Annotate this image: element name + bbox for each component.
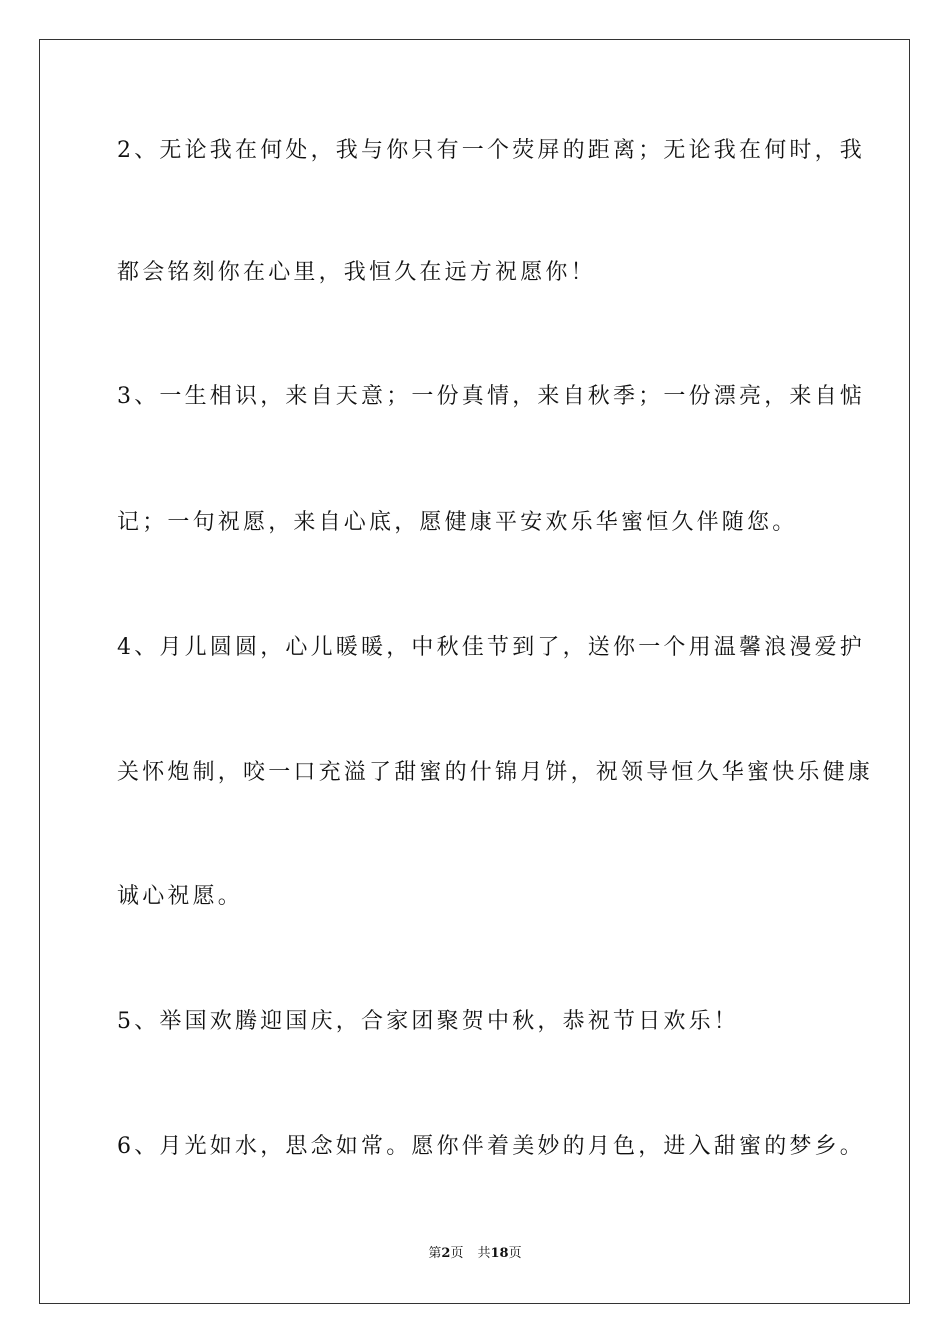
- footer-total-prefix: 共: [477, 1246, 491, 1261]
- text-line-5: 4、月儿圆圆，心儿暖暖，中秋佳节到了，送你一个用温馨浪漫爱护: [117, 635, 865, 660]
- footer-page-suffix: 页: [450, 1246, 464, 1261]
- footer-total-pages: 18: [490, 1246, 509, 1261]
- text-line-7: 诚心祝愿。: [117, 884, 244, 909]
- text-line-3: 3、一生相识，来自天意；一份真情，来自秋季；一份漂亮，来自惦: [117, 384, 865, 409]
- footer-page-prefix: 第: [428, 1246, 442, 1261]
- footer-total-suffix: 页: [508, 1246, 522, 1261]
- page-footer: [0, 1245, 950, 1263]
- text-line-4: 记；一句祝愿，来自心底，愿健康平安欢乐华蜜恒久伴随您。: [117, 510, 798, 535]
- text-line-2: 都会铭刻你在心里，我恒久在远方祝愿你！: [117, 260, 596, 285]
- footer-page-number: 2: [441, 1246, 451, 1261]
- text-line-6: 关怀炮制，咬一口充溢了甜蜜的什锦月饼，祝领导恒久华蜜快乐健康: [117, 760, 874, 785]
- text-line-9: 6、月光如水，思念如常。愿你伴着美妙的月色，进入甜蜜的梦乡。: [117, 1134, 865, 1159]
- text-line-8: 5、举国欢腾迎国庆，合家团聚贺中秋，恭祝节日欢乐！: [117, 1009, 739, 1034]
- page-border: [39, 39, 910, 1304]
- text-line-1: 2、无论我在何处，我与你只有一个荧屏的距离；无论我在何时，我: [117, 138, 865, 163]
